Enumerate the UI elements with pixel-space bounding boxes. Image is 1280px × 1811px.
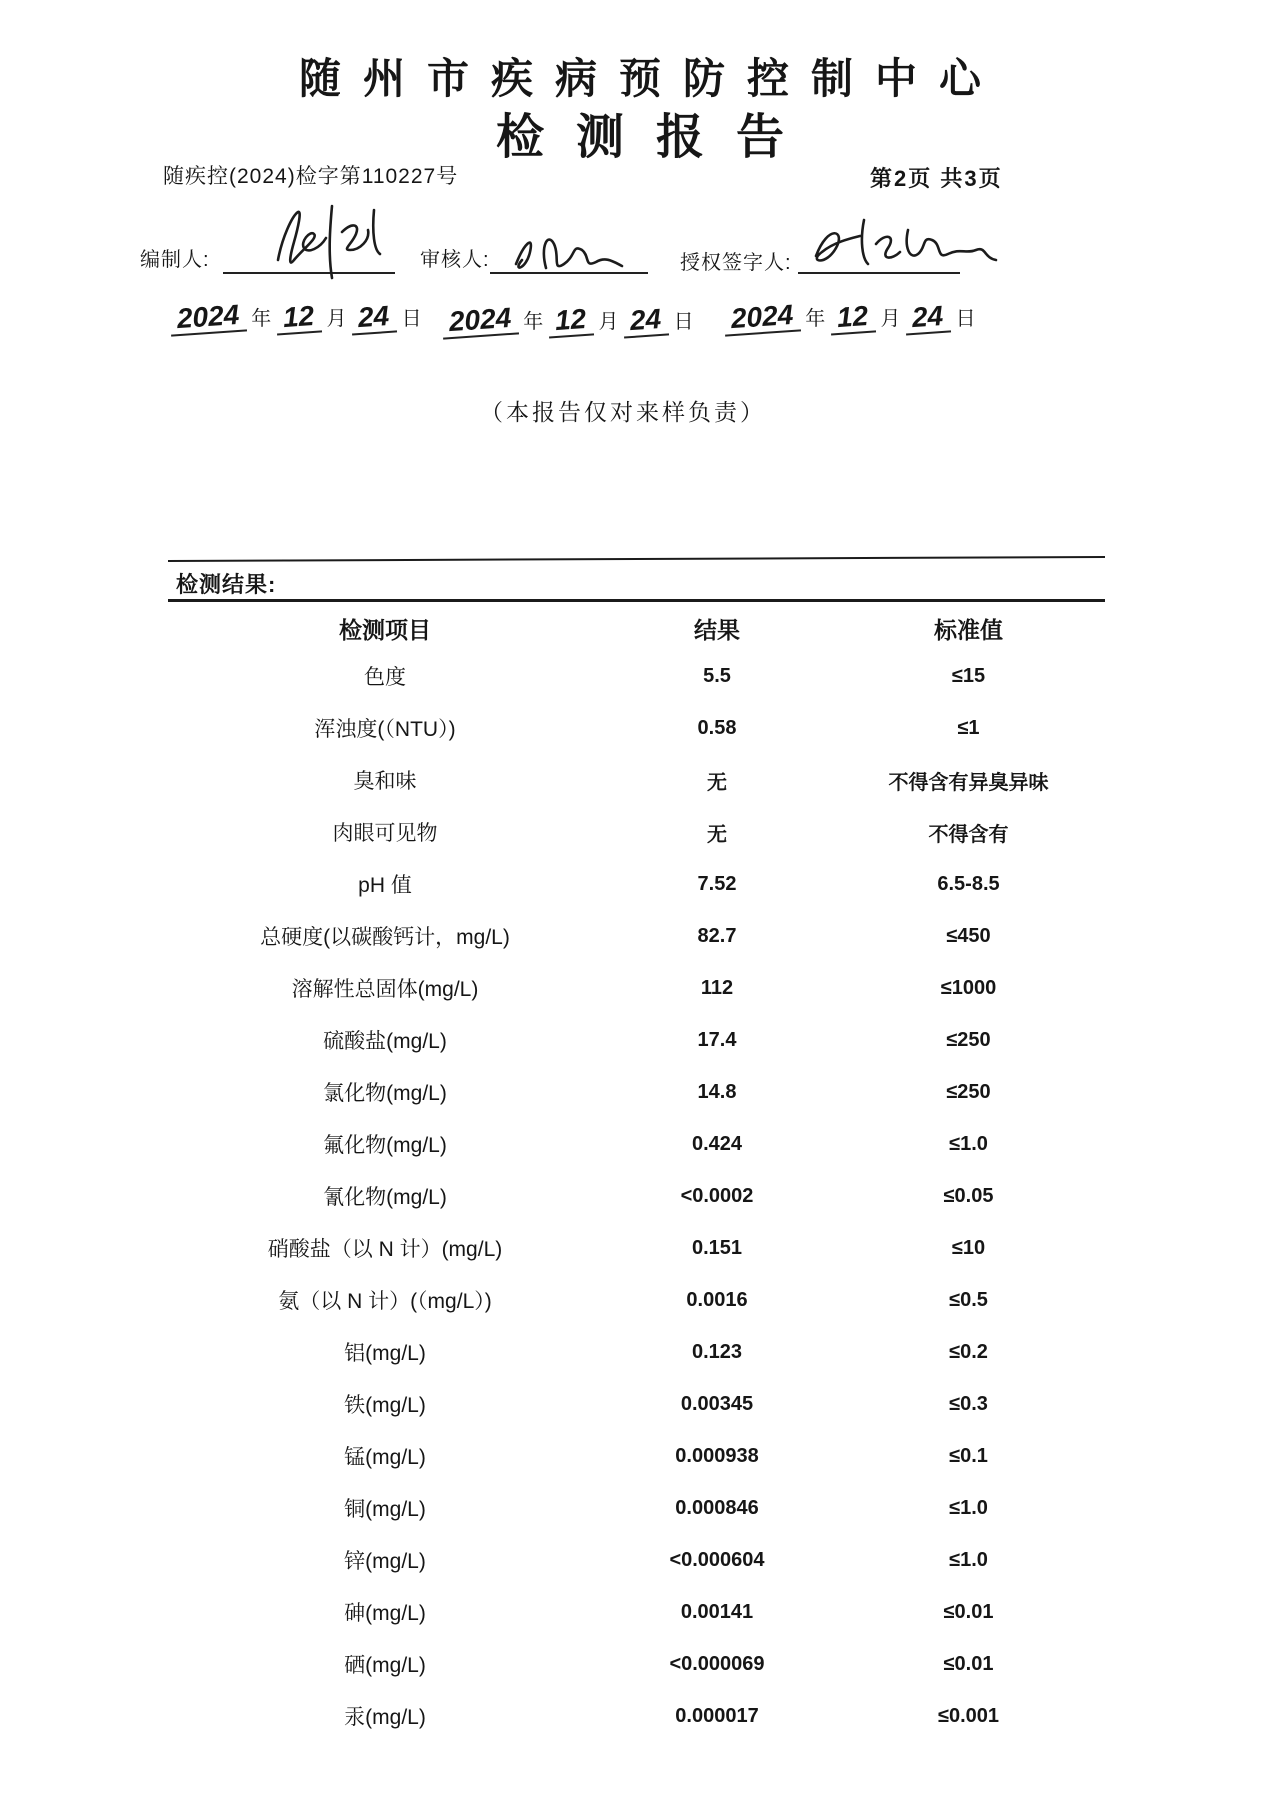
item-name-cell: 氰化物(mg/L) xyxy=(323,1186,447,1209)
item-name-cell: pH 值 xyxy=(358,874,412,897)
result-value-cell: 0.000938 xyxy=(675,1444,759,1467)
table-row xyxy=(168,1378,1105,1430)
column-header-item: 检测项目 xyxy=(339,616,431,643)
preparer-date-day: 24 xyxy=(350,300,397,335)
item-name-cell: 铝(mg/L) xyxy=(344,1342,426,1365)
responsibility-note: （本报告仅对来样负责） xyxy=(480,399,766,425)
standard-value-cell: ≤1.0 xyxy=(949,1548,988,1571)
authorizer-date-month: 12 xyxy=(829,300,876,335)
preparer-date-year: 2024 xyxy=(169,299,247,336)
reviewer-date-year: 2024 xyxy=(441,302,519,339)
day-unit: 日 xyxy=(401,308,422,330)
year-unit: 年 xyxy=(805,308,826,330)
standard-value-cell: ≤1.0 xyxy=(949,1132,988,1155)
authorizer-date-day: 24 xyxy=(904,300,951,335)
result-value-cell: <0.000604 xyxy=(669,1548,765,1571)
standard-value-cell: ≤250 xyxy=(946,1080,991,1103)
page-indicator: 第2页 共3页 xyxy=(870,166,1003,191)
standard-value-cell: ≤0.5 xyxy=(949,1288,988,1311)
results-rows xyxy=(168,650,1105,1742)
standard-value-cell: ≤1000 xyxy=(940,976,997,999)
table-row xyxy=(168,1586,1105,1638)
standard-value-cell: ≤1 xyxy=(957,716,980,739)
result-value-cell: 5.5 xyxy=(703,664,731,687)
item-name-cell: 色度 xyxy=(364,666,406,689)
standard-value-cell: ≤0.01 xyxy=(943,1652,994,1675)
result-value-cell: 0.58 xyxy=(697,716,737,739)
authorizer-date-year: 2024 xyxy=(723,299,801,336)
table-row xyxy=(168,858,1105,910)
table-row xyxy=(168,1482,1105,1534)
item-name-cell: 锌(mg/L) xyxy=(344,1550,426,1573)
standard-value-cell: ≤0.1 xyxy=(949,1444,988,1467)
results-table-header xyxy=(168,606,1105,650)
result-value-cell: 17.4 xyxy=(697,1028,737,1051)
item-name-cell: 氨（以 N 计）(（mg/L）) xyxy=(278,1290,492,1313)
section-bottom-rule xyxy=(168,599,1105,602)
reviewer-date xyxy=(440,301,697,338)
table-row xyxy=(168,1326,1105,1378)
preparer-date xyxy=(168,298,425,335)
standard-value-cell: ≤1.0 xyxy=(949,1496,988,1519)
standard-value-cell: 6.5-8.5 xyxy=(937,872,1000,895)
reviewer-label: 审核人: xyxy=(420,249,490,271)
result-value-cell: 0.424 xyxy=(691,1132,743,1155)
column-header-standard: 标准值 xyxy=(934,616,1003,643)
standard-value-cell: ≤0.001 xyxy=(937,1704,1000,1727)
reviewer-date-month: 12 xyxy=(547,303,594,338)
table-row xyxy=(168,1430,1105,1482)
standard-value-cell: ≤15 xyxy=(951,664,986,687)
table-row xyxy=(168,962,1105,1014)
result-value-cell: 7.52 xyxy=(697,872,737,895)
section-top-rule xyxy=(168,556,1105,562)
reviewer-date-day: 24 xyxy=(622,303,669,338)
item-name-cell: 汞(mg/L) xyxy=(344,1706,426,1729)
table-row xyxy=(168,1690,1105,1742)
day-unit: 日 xyxy=(955,308,976,330)
results-table xyxy=(168,606,1105,1742)
table-row xyxy=(168,1066,1105,1118)
preparer-label: 编制人: xyxy=(140,249,210,271)
table-row xyxy=(168,650,1105,702)
table-row xyxy=(168,910,1105,962)
result-value-cell: 0.123 xyxy=(691,1340,743,1363)
item-name-cell: 铁(mg/L) xyxy=(344,1394,426,1417)
item-name-cell: 氯化物(mg/L) xyxy=(323,1082,447,1105)
result-value-cell: 0.000017 xyxy=(675,1704,759,1727)
table-row xyxy=(168,754,1105,806)
table-row xyxy=(168,1222,1105,1274)
table-row xyxy=(168,1014,1105,1066)
table-row xyxy=(168,1170,1105,1222)
item-name-cell: 砷(mg/L) xyxy=(344,1602,426,1625)
item-name-cell: 浑浊度(（NTU）) xyxy=(314,718,456,741)
authorizer-signature xyxy=(800,206,1010,278)
result-value-cell: 0.00345 xyxy=(680,1392,754,1415)
month-unit: 月 xyxy=(880,308,901,330)
table-row xyxy=(168,806,1105,858)
item-name-cell: 总硬度(以碳酸钙计，mg/L) xyxy=(260,926,510,949)
result-value-cell: 无 xyxy=(707,823,727,846)
result-value-cell: 14.8 xyxy=(697,1080,737,1103)
authorizer-date xyxy=(722,298,979,335)
table-row xyxy=(168,1274,1105,1326)
table-row xyxy=(168,1534,1105,1586)
result-value-cell: 无 xyxy=(707,771,727,794)
item-name-cell: 锰(mg/L) xyxy=(344,1446,426,1469)
item-name-cell: 硒(mg/L) xyxy=(344,1654,426,1677)
item-name-cell: 肉眼可见物 xyxy=(332,822,438,845)
result-value-cell: <0.0002 xyxy=(680,1184,754,1207)
standard-value-cell: ≤0.3 xyxy=(949,1392,988,1415)
result-value-cell: 112 xyxy=(700,976,734,999)
result-value-cell: <0.000069 xyxy=(669,1652,765,1675)
result-value-cell: 0.151 xyxy=(691,1236,743,1259)
month-unit: 月 xyxy=(598,311,619,333)
preparer-date-month: 12 xyxy=(275,300,322,335)
standard-value-cell: ≤10 xyxy=(951,1236,986,1259)
standard-value-cell: ≤450 xyxy=(946,924,991,947)
day-unit: 日 xyxy=(673,311,694,333)
month-unit: 月 xyxy=(326,308,347,330)
standard-value-cell: ≤0.01 xyxy=(943,1600,994,1623)
result-value-cell: 0.00141 xyxy=(680,1600,754,1623)
year-unit: 年 xyxy=(523,311,544,333)
report-title: 检测报告 xyxy=(495,111,816,164)
reviewer-signature xyxy=(502,216,652,278)
authorizer-label: 授权签字人: xyxy=(680,252,792,274)
standard-value-cell: ≤0.2 xyxy=(949,1340,988,1363)
item-name-cell: 臭和味 xyxy=(353,770,417,793)
result-value-cell: 82.7 xyxy=(697,924,737,947)
results-section-label: 检测结果: xyxy=(176,572,277,597)
doc-number: 随疾控(2024)检字第110227号 xyxy=(163,165,459,188)
table-row xyxy=(168,702,1105,754)
standard-value-cell: ≤250 xyxy=(946,1028,991,1051)
year-unit: 年 xyxy=(251,308,272,330)
preparer-signature xyxy=(248,198,408,282)
standard-value-cell: ≤0.05 xyxy=(943,1184,994,1207)
standard-value-cell: 不得含有 xyxy=(928,823,1009,846)
standard-value-cell: 不得含有异臭异味 xyxy=(888,771,1049,794)
item-name-cell: 溶解性总固体(mg/L) xyxy=(291,978,479,1001)
item-name-cell: 硝酸盐（以 N 计）(mg/L) xyxy=(267,1238,503,1261)
result-value-cell: 0.0016 xyxy=(686,1288,748,1311)
item-name-cell: 硫酸盐(mg/L) xyxy=(323,1030,447,1053)
org-name: 随州市疾病预防控制中心 xyxy=(298,55,1003,102)
result-value-cell: 0.000846 xyxy=(675,1496,759,1519)
item-name-cell: 氟化物(mg/L) xyxy=(323,1134,447,1157)
column-header-result: 结果 xyxy=(694,616,740,643)
table-row xyxy=(168,1638,1105,1690)
table-row xyxy=(168,1118,1105,1170)
item-name-cell: 铜(mg/L) xyxy=(344,1498,426,1521)
